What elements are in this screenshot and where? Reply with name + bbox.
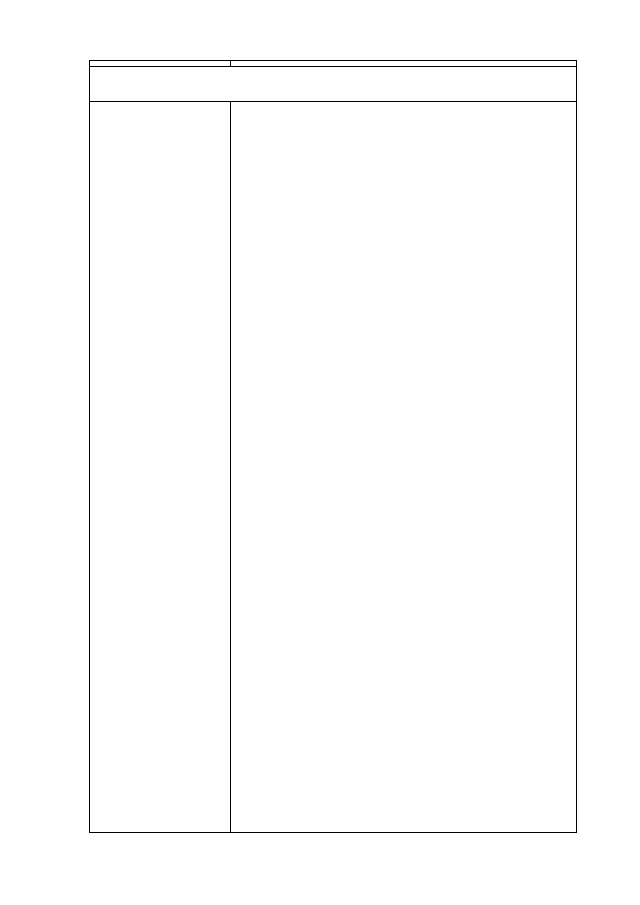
value-cell	[231, 102, 577, 833]
table-row	[90, 102, 577, 833]
label-cell	[90, 102, 231, 833]
department-title	[90, 67, 577, 102]
budget-block	[237, 105, 570, 830]
table-row	[90, 67, 577, 102]
budget-table	[89, 60, 577, 833]
